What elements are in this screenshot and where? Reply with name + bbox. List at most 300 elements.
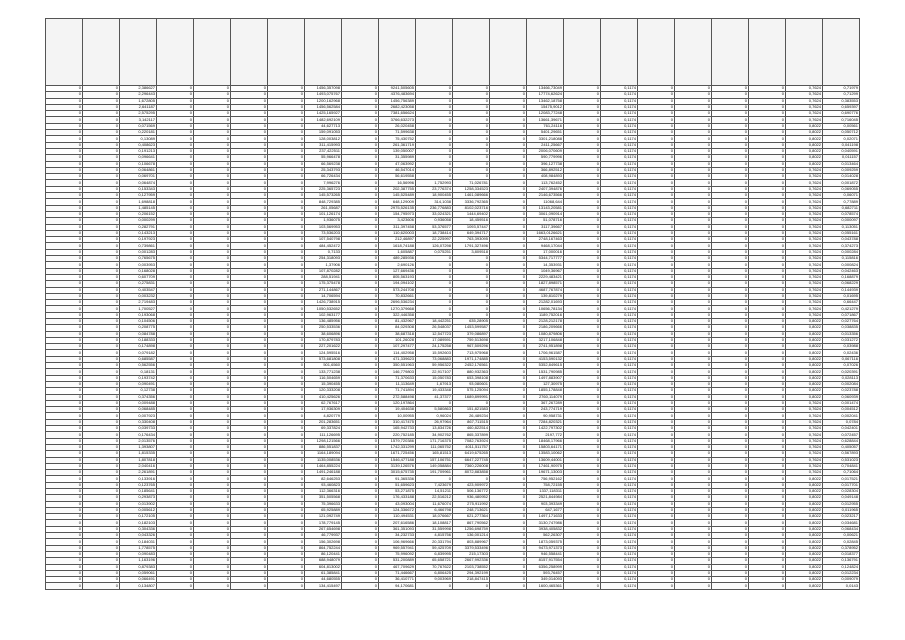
table-cell: 6,466798: [416, 507, 453, 513]
table-cell: 0: [416, 174, 453, 180]
table-cell: 0,96024: [416, 413, 453, 419]
table-cell: 0,7624: [786, 419, 823, 425]
table-cell: 0: [342, 564, 379, 570]
table-cell: 0,197923: [120, 237, 157, 243]
table-cell: 0: [194, 211, 231, 217]
table-cell: 0: [638, 274, 675, 280]
table-cell: 0,1174: [601, 432, 638, 438]
table-cell: 8072,883858: [453, 470, 490, 476]
table-cell: 0: [342, 551, 379, 557]
table-cell: 44,680555: [305, 577, 342, 583]
table-cell: 0: [268, 211, 305, 217]
table-cell: 248,713621: [453, 507, 490, 513]
table-cell: 0,182103: [120, 520, 157, 526]
table-cell: 0: [416, 256, 453, 262]
table-cell: 0: [638, 394, 675, 400]
table-cell: 0: [564, 451, 601, 457]
table-cell: 0,8022: [786, 375, 823, 381]
table-cell: 0,1174: [601, 287, 638, 293]
table-cell: 0: [564, 287, 601, 293]
table-cell: 0: [231, 111, 268, 117]
table-cell: 3301,218088: [527, 136, 564, 142]
table-cell: 0,8022: [786, 318, 823, 324]
table-cell: 0: [83, 551, 120, 557]
column-header: [83, 19, 120, 86]
table-cell: 0,7624: [786, 444, 823, 450]
table-cell: 0: [638, 249, 675, 255]
table-cell: 6419,675265: [453, 451, 490, 457]
table-cell: 0: [749, 300, 786, 306]
table-cell: 201,283651: [305, 419, 342, 425]
table-cell: 0,531023: [823, 457, 860, 463]
table-cell: 0: [712, 318, 749, 324]
table-cell: 0: [46, 224, 83, 230]
table-cell: 0,042463: [823, 268, 860, 274]
table-cell: 0: [157, 463, 194, 469]
table-cell: 0,027764: [823, 318, 860, 324]
table-cell: 19,433348: [416, 388, 453, 394]
table-cell: 0,1174: [601, 520, 638, 526]
table-cell: 0: [46, 281, 83, 287]
table-cell: 2,261891: [120, 470, 157, 476]
table-cell: 0: [157, 356, 194, 362]
table-cell: 0: [194, 218, 231, 224]
table-cell: 0: [453, 287, 490, 293]
table-cell: 1663,0126621: [527, 230, 564, 236]
table-cell: 0: [638, 104, 675, 110]
table-cell: 0,220181: [120, 130, 157, 136]
table-cell: 5344,717777: [527, 256, 564, 262]
table-cell: 0: [46, 495, 83, 501]
table-cell: 0,000097: [823, 218, 860, 224]
table-cell: 0: [268, 489, 305, 495]
table-cell: 0: [638, 243, 675, 249]
table-cell: 2,641187: [120, 104, 157, 110]
table-cell: 0,18131: [120, 369, 157, 375]
table-cell: 0: [157, 211, 194, 217]
table-cell: 0: [675, 407, 712, 413]
table-cell: 0: [194, 293, 231, 299]
table-cell: 0: [675, 482, 712, 488]
table-cell: 225,365723: [305, 186, 342, 192]
table-cell: 0: [194, 325, 231, 331]
table-cell: 0: [453, 476, 490, 482]
table-cell: 0: [749, 432, 786, 438]
table-cell: 0: [83, 205, 120, 211]
table-cell: 0: [675, 268, 712, 274]
table-cell: 0: [564, 130, 601, 136]
table-cell: 0: [564, 407, 601, 413]
table-cell: 0: [194, 356, 231, 362]
table-cell: 0: [157, 218, 194, 224]
table-cell: 0: [490, 381, 527, 387]
table-cell: 1270,379668: [379, 306, 416, 312]
table-cell: 0: [268, 470, 305, 476]
table-cell: 1531,790985: [527, 369, 564, 375]
table-cell: 120,333208: [305, 388, 342, 394]
table-cell: 0,1174: [601, 457, 638, 463]
table-cell: 7082,763924: [453, 438, 490, 444]
table-cell: 0: [194, 331, 231, 337]
table-cell: 0: [749, 470, 786, 476]
table-cell: 0: [268, 363, 305, 369]
table-cell: 0: [675, 489, 712, 495]
table-cell: 0: [638, 224, 675, 230]
table-cell: 0: [675, 155, 712, 161]
table-cell: 635,28905: [453, 318, 490, 324]
table-cell: 176,433188: [379, 495, 416, 501]
table-cell: 0: [231, 489, 268, 495]
table-cell: 0,1174: [601, 564, 638, 570]
table-cell: 0: [46, 394, 83, 400]
table-cell: 0,7624: [786, 457, 823, 463]
table-cell: 0: [490, 331, 527, 337]
table-cell: 0,00561: [823, 123, 860, 129]
table-cell: 0,8022: [786, 161, 823, 167]
table-cell: 0,1174: [601, 350, 638, 356]
table-cell: 0: [231, 218, 268, 224]
table-cell: 0: [490, 363, 527, 369]
table-cell: 0: [342, 274, 379, 280]
table-cell: 0,133916: [120, 476, 157, 482]
table-cell: 0: [712, 388, 749, 394]
table-cell: 1791,327496: [453, 243, 490, 249]
table-cell: 0: [675, 218, 712, 224]
table-cell: 0: [564, 312, 601, 318]
table-cell: 0: [194, 174, 231, 180]
table-cell: 0: [83, 363, 120, 369]
table-cell: 0: [712, 394, 749, 400]
table-cell: 0,704841: [823, 463, 860, 469]
table-cell: 17461,90975: [527, 463, 564, 469]
table-cell: 0: [231, 564, 268, 570]
table-cell: 0: [231, 193, 268, 199]
table-cell: 604,813002: [305, 564, 342, 570]
table-cell: 1600,465361: [527, 583, 564, 589]
table-cell: 0,716045: [823, 117, 860, 123]
table-cell: 0: [675, 86, 712, 92]
table-cell: 0,682711: [823, 205, 860, 211]
table-cell: 0,1174: [601, 438, 638, 444]
table-cell: 0: [712, 470, 749, 476]
table-cell: 0: [564, 482, 601, 488]
table-cell: 0: [638, 463, 675, 469]
table-cell: 0: [231, 256, 268, 262]
table-cell: 0: [46, 230, 83, 236]
table-cell: 0,7624: [786, 243, 823, 249]
table-cell: 0: [638, 350, 675, 356]
table-cell: 0: [268, 369, 305, 375]
table-cell: 0,067116: [823, 356, 860, 362]
table-cell: 41,37377: [416, 394, 453, 400]
table-cell: 0: [749, 356, 786, 362]
table-cell: 0: [712, 180, 749, 186]
table-cell: 0: [157, 501, 194, 507]
table-cell: 0: [157, 470, 194, 476]
table-cell: 0,8022: [786, 570, 823, 576]
table-cell: 0: [231, 463, 268, 469]
table-cell: 0: [231, 356, 268, 362]
table-cell: 0,1174: [601, 388, 638, 394]
table-cell: 0: [712, 344, 749, 350]
table-cell: 0: [46, 256, 83, 262]
table-cell: 0: [46, 293, 83, 299]
table-cell: 0,143213: [120, 230, 157, 236]
table-cell: 0: [194, 237, 231, 243]
table-cell: 0: [268, 92, 305, 98]
table-cell: 0: [712, 249, 749, 255]
table-cell: 0: [712, 256, 749, 262]
table-cell: 0: [157, 539, 194, 545]
table-cell: 0: [712, 369, 749, 375]
table-cell: 0: [83, 249, 120, 255]
table-cell: 0,7624: [786, 199, 823, 205]
table-cell: 0: [675, 501, 712, 507]
table-cell: 0: [342, 476, 379, 482]
table-cell: 0: [675, 375, 712, 381]
table-cell: 0: [342, 318, 379, 324]
table-cell: 0: [490, 161, 527, 167]
table-cell: 0: [749, 545, 786, 551]
table-cell: 0: [46, 136, 83, 142]
table-cell: 0: [46, 148, 83, 154]
table-cell: 0: [638, 148, 675, 154]
table-cell: 31,355989: [379, 155, 416, 161]
table-cell: 0: [157, 369, 194, 375]
table-cell: 0: [453, 161, 490, 167]
table-cell: 0: [638, 161, 675, 167]
table-cell: 0: [638, 438, 675, 444]
table-cell: 0,8022: [786, 325, 823, 331]
table-cell: 0: [675, 463, 712, 469]
table-cell: 0: [490, 451, 527, 457]
table-cell: 0: [194, 344, 231, 350]
table-cell: 0: [564, 86, 601, 92]
table-cell: 0,043326: [120, 533, 157, 539]
table-cell: 0: [712, 463, 749, 469]
table-cell: 0: [453, 174, 490, 180]
table-cell: 0: [194, 470, 231, 476]
table-cell: 73,536203: [305, 230, 342, 236]
table-cell: 0: [46, 413, 83, 419]
table-cell: 0: [675, 539, 712, 545]
table-cell: 0: [416, 86, 453, 92]
table-cell: 621,277364: [453, 514, 490, 520]
table-cell: 3130,747986: [527, 520, 564, 526]
table-cell: 51,078716: [527, 218, 564, 224]
table-cell: 0: [749, 482, 786, 488]
table-cell: 134,415497: [305, 583, 342, 589]
table-cell: 2186,209666: [527, 325, 564, 331]
table-cell: 0: [490, 520, 527, 526]
table-cell: 0: [194, 394, 231, 400]
table-cell: 0: [231, 230, 268, 236]
table-cell: 0,7624: [786, 249, 823, 255]
table-cell: 21282,01693: [527, 300, 564, 306]
table-cell: 0: [157, 514, 194, 520]
table-cell: 0,208775: [120, 325, 157, 331]
table-cell: 0: [157, 457, 194, 463]
table-cell: 0: [638, 180, 675, 186]
table-cell: 0,1174: [601, 463, 638, 469]
table-cell: 0: [83, 407, 120, 413]
table-cell: 0,7624: [786, 413, 823, 419]
table-cell: 0: [157, 180, 194, 186]
table-cell: 0: [712, 451, 749, 457]
table-cell: 0: [83, 243, 120, 249]
table-cell: 0: [564, 444, 601, 450]
table-cell: 0: [675, 570, 712, 576]
table-cell: 0: [46, 337, 83, 343]
table-cell: 0: [712, 407, 749, 413]
table-cell: 10,00955: [379, 413, 416, 419]
table-cell: 0,659397: [823, 104, 860, 110]
table-cell: 0,8022: [786, 381, 823, 387]
table-cell: 5401,29651: [527, 130, 564, 136]
table-cell: 0: [231, 92, 268, 98]
table-cell: 0: [46, 104, 83, 110]
table-cell: 0,0784: [823, 419, 860, 425]
table-cell: 0: [157, 558, 194, 564]
table-cell: 0: [231, 306, 268, 312]
table-cell: 0: [231, 174, 268, 180]
table-cell: 0: [712, 111, 749, 117]
table-cell: 107,297477: [379, 344, 416, 350]
table-cell: 0: [157, 104, 194, 110]
table-cell: 0: [157, 388, 194, 394]
table-cell: 0: [268, 394, 305, 400]
table-cell: 0,1174: [601, 470, 638, 476]
table-cell: 0: [564, 243, 601, 249]
table-cell: 0: [342, 224, 379, 230]
table-cell: 688,948079: [305, 558, 342, 564]
table-cell: 0: [490, 375, 527, 381]
table-cell: 0: [268, 570, 305, 576]
table-cell: 212,46897: [379, 237, 416, 243]
table-cell: 0: [342, 350, 379, 356]
table-cell: 0: [46, 249, 83, 255]
table-cell: 0: [268, 130, 305, 136]
table-cell: 0: [157, 174, 194, 180]
table-cell: 0: [268, 501, 305, 507]
table-cell: 0: [268, 104, 305, 110]
table-cell: 0: [749, 489, 786, 495]
table-cell: 18,108817: [416, 520, 453, 526]
table-cell: 0,07026: [823, 363, 860, 369]
table-cell: 0: [749, 369, 786, 375]
table-cell: 202,387755: [379, 186, 416, 192]
table-cell: 0: [749, 495, 786, 501]
table-cell: 0: [638, 155, 675, 161]
table-cell: 0,77889: [823, 199, 860, 205]
table-cell: 0: [83, 211, 120, 217]
table-cell: 0: [675, 337, 712, 343]
table-cell: 0: [712, 287, 749, 293]
table-cell: 886,551837: [305, 444, 342, 450]
table-cell: 0: [194, 92, 231, 98]
table-cell: 0: [749, 274, 786, 280]
table-cell: 0: [490, 394, 527, 400]
table-cell: 7,423679: [416, 482, 453, 488]
table-cell: 44,627713: [305, 123, 342, 129]
table-cell: 2407,394876: [527, 186, 564, 192]
table-cell: 0: [83, 262, 120, 268]
table-cell: 0,193742: [120, 375, 157, 381]
table-cell: 2,013576: [120, 438, 157, 444]
table-cell: 0: [268, 237, 305, 243]
table-cell: 0: [83, 400, 120, 406]
table-cell: 489,285936: [379, 256, 416, 262]
table-cell: 0: [712, 570, 749, 576]
table-cell: 0: [342, 123, 379, 129]
table-cell: 0,7624: [786, 98, 823, 104]
table-cell: 0: [675, 167, 712, 173]
table-cell: 0: [638, 375, 675, 381]
table-cell: 0: [416, 476, 453, 482]
table-cell: 0: [83, 388, 120, 394]
table-cell: 0: [157, 249, 194, 255]
table-cell: 0,71979: [823, 86, 860, 92]
column-header: [268, 19, 305, 86]
table-cell: 0: [342, 312, 379, 318]
table-cell: 175,375478: [305, 281, 342, 287]
table-cell: 120,197864: [379, 400, 416, 406]
table-cell: 0: [268, 274, 305, 280]
table-cell: 0: [83, 489, 120, 495]
table-cell: 0: [564, 426, 601, 432]
table-cell: 178,779145: [305, 520, 342, 526]
table-cell: 0: [564, 104, 601, 110]
table-cell: 0: [268, 325, 305, 331]
table-cell: 0: [231, 451, 268, 457]
table-cell: 0: [46, 526, 83, 532]
table-cell: 0: [46, 457, 83, 463]
table-cell: 1579,720386: [379, 438, 416, 444]
table-cell: 573,681808: [305, 356, 342, 362]
table-cell: 0: [638, 570, 675, 576]
table-cell: 2741,951898: [527, 344, 564, 350]
table-cell: 0: [490, 98, 527, 104]
table-cell: 0: [157, 381, 194, 387]
table-cell: 0: [83, 331, 120, 337]
table-cell: 1080,879806: [527, 331, 564, 337]
table-cell: 0: [490, 186, 527, 192]
table-cell: 0,1174: [601, 136, 638, 142]
table-cell: 0: [675, 564, 712, 570]
table-cell: 0: [268, 526, 305, 532]
table-cell: 3117,39667: [527, 224, 564, 230]
table-cell: 0: [46, 243, 83, 249]
table-cell: 0: [490, 369, 527, 375]
table-cell: 2,296443: [120, 92, 157, 98]
table-cell: 0: [46, 438, 83, 444]
table-cell: 0: [712, 205, 749, 211]
table-cell: 0: [157, 167, 194, 173]
table-cell: 243,774719: [527, 407, 564, 413]
table-cell: 0,1174: [601, 92, 638, 98]
table-cell: 236,776883: [416, 205, 453, 211]
table-cell: 3379,533496: [453, 545, 490, 551]
table-cell: 191,709961: [416, 470, 453, 476]
table-cell: 0: [268, 243, 305, 249]
table-cell: 0: [268, 306, 305, 312]
table-cell: 106,969666: [379, 539, 416, 545]
table-cell: 0: [83, 86, 120, 92]
table-cell: 349,014093: [527, 577, 564, 583]
table-cell: 18,076667: [416, 514, 453, 520]
table-cell: 0: [490, 495, 527, 501]
table-cell: 0,1174: [601, 130, 638, 136]
